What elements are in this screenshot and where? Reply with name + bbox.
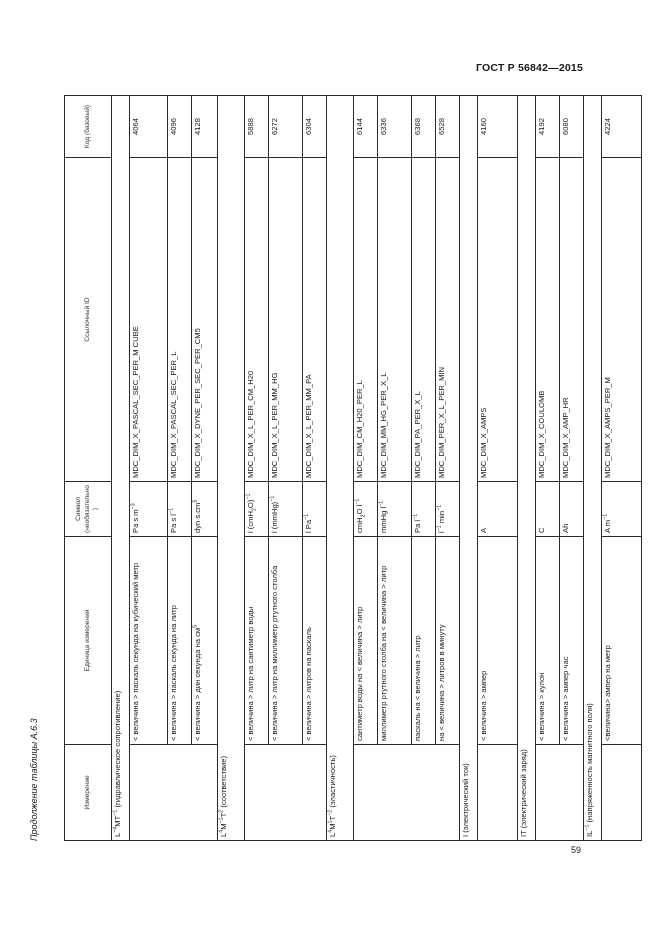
symbol-cell: Pa s $m^{-3}$	[130, 482, 168, 537]
group-row	[584, 96, 602, 841]
table-row	[130, 96, 168, 841]
ref-id-cell: MDC_DIM_X_COULOMB	[536, 158, 560, 482]
symbol-cell: l (mmHg)$^{-1}$	[269, 482, 303, 537]
group-row	[112, 96, 130, 841]
group-dimension-label: $IL^{-1}$ (напряженность магнитного поля)	[584, 96, 602, 841]
group-dimension-label: $L^{-4}MT^{-1}$ (гидравлическое сопротивление)	[112, 96, 130, 841]
unit-cell: сантиметр воды на < величина > литр	[354, 537, 378, 745]
ref-id-cell: MDC_DIM_X_AMPS_PER_M	[602, 158, 642, 482]
symbol-cell: Pa s $l^{-1}$	[168, 482, 192, 537]
code-cell: 5888	[245, 96, 269, 158]
group-row	[327, 96, 354, 841]
dimension-cell	[478, 745, 518, 841]
symbol-cell: l $(cmH_2O)^{-1}$	[245, 482, 269, 537]
rotated-table-block	[29, 96, 612, 841]
table-row	[245, 96, 269, 841]
unit-cell: < величина > литр на миллиметр ртутного столба	[269, 537, 303, 745]
ref-id-cell: MDC_DIM_X_L_PER_MM_HG	[269, 158, 303, 482]
ref-id-cell: MDC_DIM_X_PASCAL_SEC_PER_L	[168, 158, 192, 482]
col-header-dimension: Измерение	[65, 745, 112, 841]
unit-cell: паскаль на < величина > литр	[412, 537, 436, 745]
ref-id-cell: MDC_DIM_X_AMPS	[478, 158, 518, 482]
code-cell: 4128	[192, 96, 218, 158]
dimension-cell	[536, 745, 584, 841]
dimension-cell	[130, 745, 218, 841]
table-row	[192, 96, 218, 841]
code-cell: 4064	[130, 96, 168, 158]
symbol-cell: $l^{-1}$ $\min^{-1}$	[436, 482, 460, 537]
symbol-cell: l $Pa^{-1}$	[303, 482, 327, 537]
unit-cell: < величина > кулон	[536, 537, 560, 745]
group-dimension-label: $L^4M^1T^{-2}$ (эластичность)	[327, 96, 354, 841]
table-row	[412, 96, 436, 841]
col-header-ref-id: Ссылочный ID	[65, 158, 112, 482]
code-cell: 6528	[436, 96, 460, 158]
unit-cell: < величина > ампер час	[560, 537, 584, 745]
unit-cell: < величина > паскаль секунда на литр	[168, 537, 192, 745]
unit-cell: на < величина > литров в минуту	[436, 537, 460, 745]
unit-cell: миллиметр ртутного столба на < величина > литр	[378, 537, 412, 745]
table-row	[378, 96, 412, 841]
group-dimension-label: IT (электрический заряд)	[518, 96, 536, 841]
table-caption: Продолжение таблицы А.6.3	[29, 718, 39, 841]
table-row	[602, 96, 642, 841]
code-cell: 4160	[478, 96, 518, 158]
ref-id-cell: MDC_DIM_CM_H20_PER_L	[354, 158, 378, 482]
unit-cell: <величина> ампер на метр	[602, 537, 642, 745]
unit-cell: < величина > паскаль секунда на кубический метр	[130, 537, 168, 745]
symbol-cell: dyn $s.cm^5$	[192, 482, 218, 537]
ref-id-cell: MDC_DIM_X_L_PER_CM_H20	[245, 158, 269, 482]
group-dimension-label: I (электрический ток)	[460, 96, 478, 841]
dimension-cell	[245, 745, 327, 841]
symbol-cell: A	[478, 482, 518, 537]
group-row	[518, 96, 536, 841]
group-row	[460, 96, 478, 841]
table-row	[436, 96, 460, 841]
col-header-symbol: Символ (необязательно)	[65, 482, 112, 537]
code-cell: 6304	[303, 96, 327, 158]
table-row	[536, 96, 560, 841]
table-header-row	[65, 96, 112, 841]
code-cell: 6144	[354, 96, 378, 158]
col-header-unit: Единица измерения	[65, 537, 112, 745]
symbol-cell: A $m^{-1}$	[602, 482, 642, 537]
table-row	[168, 96, 192, 841]
symbol-cell: Pa $l^{-1}$	[412, 482, 436, 537]
symbol-cell: cmH$_2$O $l^{-1}$	[354, 482, 378, 537]
ref-id-cell: MDC_DIM_X_DYNE_PER_SEC_PER_CM5	[192, 158, 218, 482]
symbol-cell: C	[536, 482, 560, 537]
symbol-cell: mmHg $l^{-1}$	[378, 482, 412, 537]
ref-id-cell: MDC_DIM_PA_PER_X_L	[412, 158, 436, 482]
ref-id-cell: MDC_DIM_X_AMP_HR	[560, 158, 584, 482]
unit-cell: < величина > литров на паскаль	[303, 537, 327, 745]
table-row	[303, 96, 327, 841]
table-row	[269, 96, 303, 841]
dimension-cell	[602, 745, 642, 841]
units-table	[64, 95, 642, 841]
col-header-code: Код (базовый)	[65, 96, 112, 158]
document-title: ГОСТ Р 56842—2015	[475, 62, 583, 74]
symbol-cell: Ah	[560, 482, 584, 537]
group-dimension-label: $L^4M^{-1}T^2$ (соответствие)	[218, 96, 245, 841]
group-row	[218, 96, 245, 841]
code-cell: 6080	[560, 96, 584, 158]
code-cell: 6368	[412, 96, 436, 158]
unit-cell: < величина > ампер	[478, 537, 518, 745]
code-cell: 4224	[602, 96, 642, 158]
unit-cell: < величина > литр на сантиметр воды	[245, 537, 269, 745]
code-cell: 4192	[536, 96, 560, 158]
table-row	[354, 96, 378, 841]
ref-id-cell: MDC_DIM_X_PASCAL_SEC_PER_M CUBE	[130, 158, 168, 482]
page-number: 59	[571, 845, 582, 855]
code-cell: 6336	[378, 96, 412, 158]
unit-cell: < величина > дин секунда на $см^5$	[192, 537, 218, 745]
ref-id-cell: MDC_DIM_PER_X_L_PER_MIN	[436, 158, 460, 482]
ref-id-cell: MDC_DIM_MM_HG_PER_X_L	[378, 158, 412, 482]
dimension-cell	[354, 745, 460, 841]
table-row	[478, 96, 518, 841]
code-cell: 6272	[269, 96, 303, 158]
table-row	[560, 96, 584, 841]
ref-id-cell: MDC_DIM_X_L_PER_MM_PA	[303, 158, 327, 482]
code-cell: 4096	[168, 96, 192, 158]
